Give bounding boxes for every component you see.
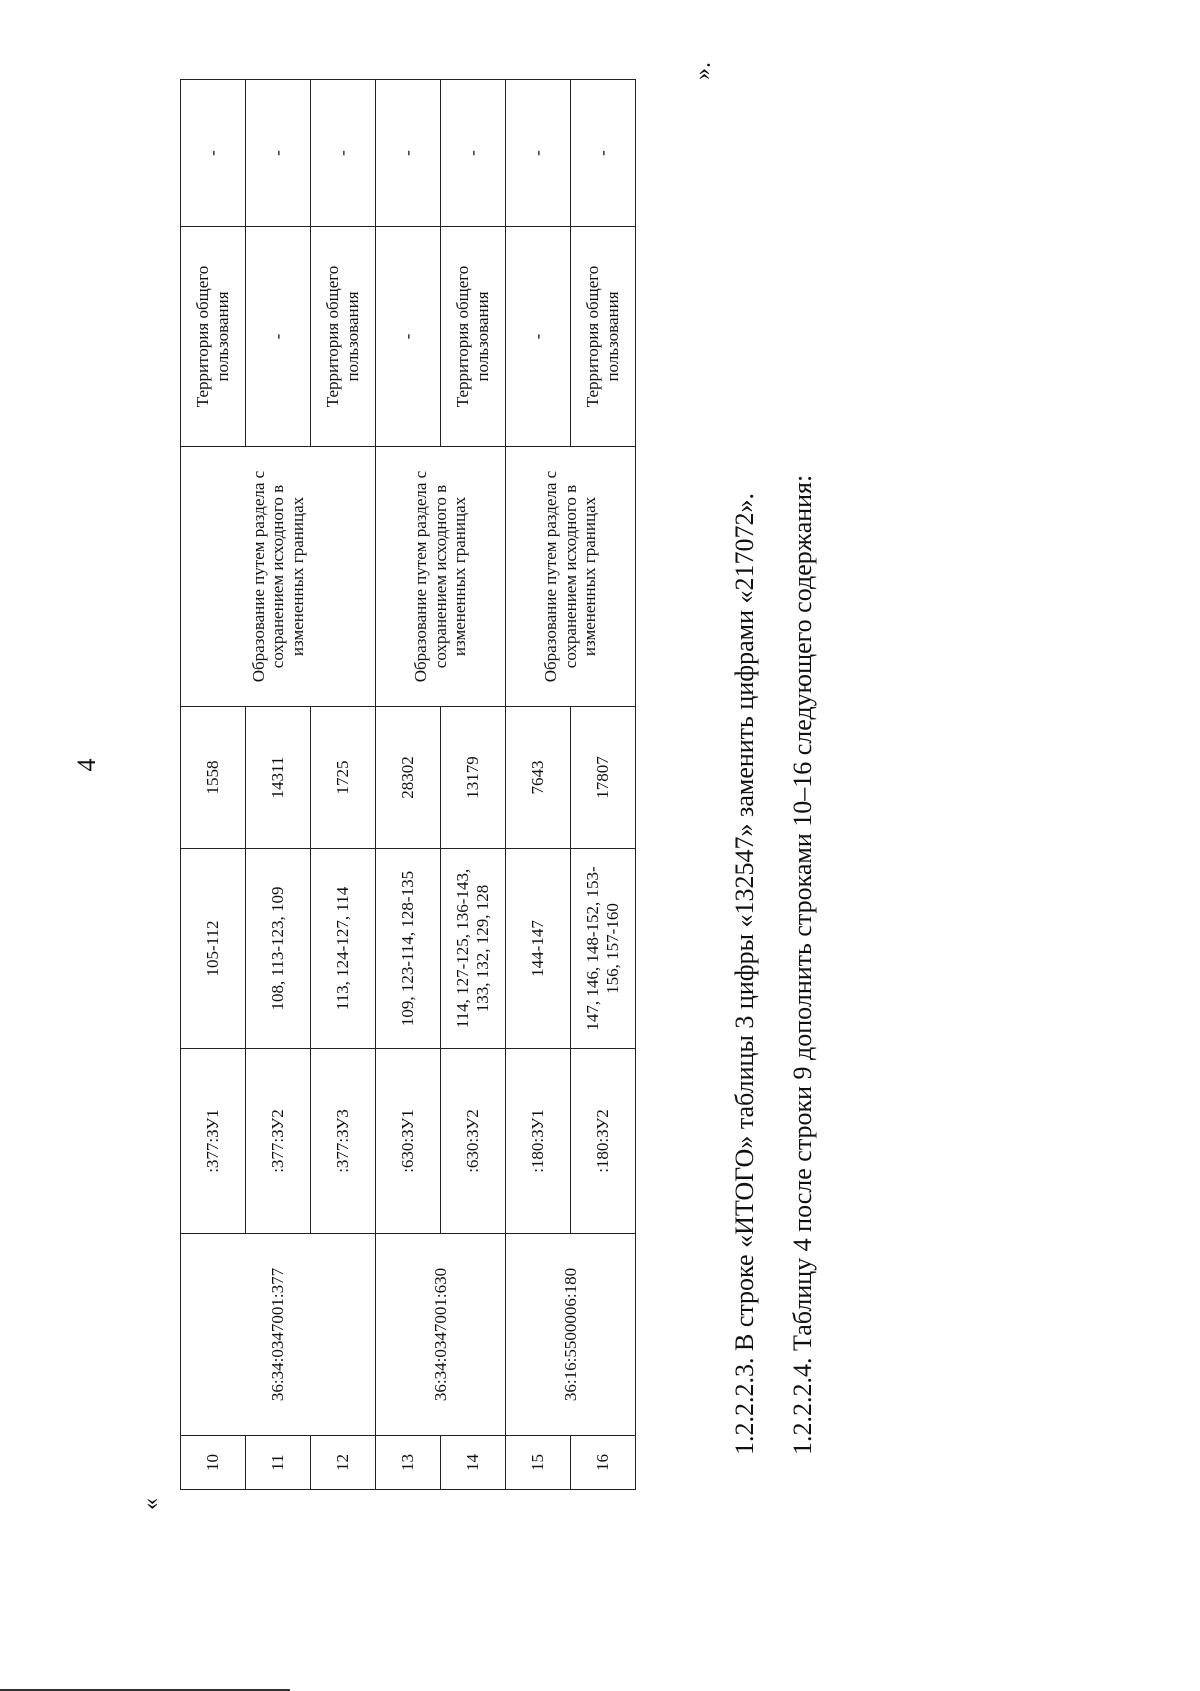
plot-note: - xyxy=(181,80,246,227)
row-number: 16 xyxy=(571,1436,636,1490)
parent-cadastral-number: 36:34:0347001:377 xyxy=(181,1234,376,1436)
plot-note: - xyxy=(311,80,376,227)
formation-method: Образование путем раздела с сохранением исходного в измененных границах xyxy=(376,447,506,707)
boundary-points: 147, 146, 148-152, 153-156, 157-160 xyxy=(571,849,636,1049)
parent-cadastral-number: 36:34:0347001:630 xyxy=(376,1234,506,1436)
plot-area: 1558 xyxy=(181,707,246,849)
plot-designation: :377:ЗУ3 xyxy=(311,1049,376,1234)
plot-area: 1725 xyxy=(311,707,376,849)
table-row xyxy=(181,80,246,1490)
land-plots-table xyxy=(180,79,636,1490)
plot-area: 17807 xyxy=(571,707,636,849)
plot-designation: :180:ЗУ1 xyxy=(506,1049,571,1234)
boundary-points: 113, 124-127, 114 xyxy=(311,849,376,1049)
plot-area: 13179 xyxy=(441,707,506,849)
boundary-points: 114, 127-125, 136-143, 133, 132, 129, 128 xyxy=(441,849,506,1049)
plot-purpose: - xyxy=(246,227,311,447)
plot-area: 7643 xyxy=(506,707,571,849)
boundary-points: 144-147 xyxy=(506,849,571,1049)
plot-note: - xyxy=(246,80,311,227)
plot-note: - xyxy=(441,80,506,227)
plot-designation: :630:ЗУ2 xyxy=(441,1049,506,1234)
plot-purpose: Территория общего пользования xyxy=(311,227,376,447)
formation-method: Образование путем раздела с сохранением исходного в измененных границах xyxy=(181,447,376,707)
table-row xyxy=(376,80,441,1490)
row-number: 11 xyxy=(246,1436,311,1490)
boundary-points: 108, 113-123, 109 xyxy=(246,849,311,1049)
plot-note: - xyxy=(571,80,636,227)
plot-area: 14311 xyxy=(246,707,311,849)
plot-designation: :630:ЗУ1 xyxy=(376,1049,441,1234)
closing-quote: ». xyxy=(690,62,716,80)
row-number: 13 xyxy=(376,1436,441,1490)
plot-designation: :377:ЗУ2 xyxy=(246,1049,311,1234)
paragraph-1-2-2-2-4: 1.2.2.2.4. Таблицу 4 после строки 9 дополнить строками 10–16 следующего содержания: xyxy=(788,474,817,1455)
plot-note: - xyxy=(376,80,441,227)
opening-quote: « xyxy=(138,1498,164,1510)
row-number: 12 xyxy=(311,1436,376,1490)
row-number: 10 xyxy=(181,1436,246,1490)
plot-purpose: - xyxy=(506,227,571,447)
boundary-points: 105-112 xyxy=(181,849,246,1049)
plot-note: - xyxy=(506,80,571,227)
plot-purpose: Территория общего пользования xyxy=(441,227,506,447)
plot-designation: :377:ЗУ1 xyxy=(181,1049,246,1234)
parent-cadastral-number: 36:16:5500006:180 xyxy=(506,1234,636,1436)
plot-designation: :180:ЗУ2 xyxy=(571,1049,636,1234)
plot-purpose: - xyxy=(376,227,441,447)
plot-area: 28302 xyxy=(376,707,441,849)
plot-purpose: Территория общего пользования xyxy=(181,227,246,447)
paragraph-1-2-2-2-3: 1.2.2.2.3. В строке «ИТОГО» таблицы 3 цифры «132547» заменить цифрами «217072». xyxy=(730,493,759,1455)
table-row xyxy=(506,80,571,1490)
row-number: 15 xyxy=(506,1436,571,1490)
formation-method: Образование путем раздела с сохранением исходного в измененных границах xyxy=(506,447,636,707)
plot-purpose: Территория общего пользования xyxy=(571,227,636,447)
page-number: 4 xyxy=(72,758,101,772)
boundary-points: 109, 123-114, 128-135 xyxy=(376,849,441,1049)
row-number: 14 xyxy=(441,1436,506,1490)
